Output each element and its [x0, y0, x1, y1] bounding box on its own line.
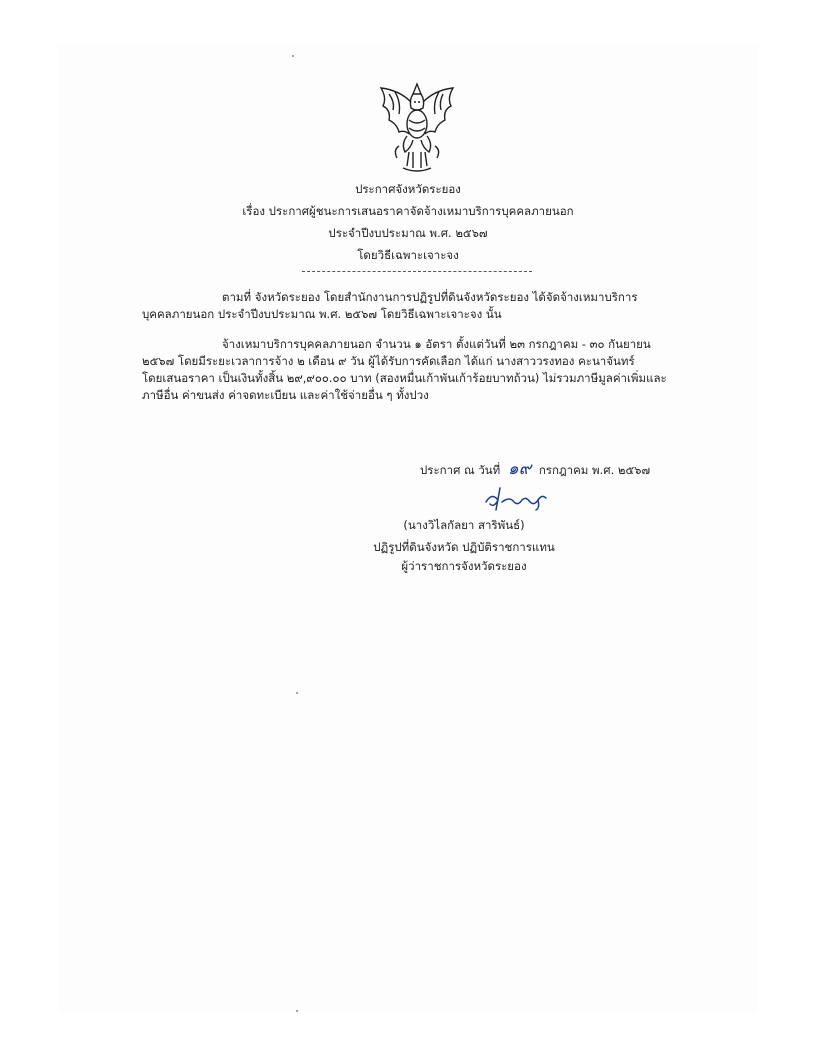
- paragraph-2-line-1: จ้างเหมาบริการบุคคลภายนอก จำนวน ๑ อัตรา ตั้งแต่วันที่ ๒๓ กรกฎาคม - ๓๐ กันยายน: [222, 337, 651, 351]
- announcement-subject: เรื่อง ประกาศผู้ชนะการเสนอราคาจัดจ้างเหมาบริการบุคคลภายนอก: [242, 204, 574, 218]
- scan-speck: [296, 1010, 298, 1012]
- header-divider: [302, 271, 532, 272]
- paragraph-2-line-2: ๒๕๖๗ โดยมีระยะเวลาการจ้าง ๒ เดือน ๙ วัน ผู้ได้รับการคัดเลือก ได้แก่ นางสาววรงทอง คะนาจันทร์: [142, 354, 635, 368]
- announcement-method: โดยวิธีเฉพาะเจาะจง: [357, 248, 459, 262]
- announcement-fiscal-year: ประจำปีงบประมาณ พ.ศ. ๒๕๖๗: [328, 226, 488, 240]
- signature: [482, 484, 552, 514]
- date-month-year: กรกฎาคม พ.ศ. ๒๕๖๗: [538, 463, 651, 477]
- date-prefix: ประกาศ ณ วันที่: [420, 463, 501, 477]
- signatory-position: ปฏิรูปที่ดินจังหวัด ปฏิบัติราชการแทน: [373, 540, 555, 554]
- date-day-handwritten: ๑๙: [507, 459, 532, 479]
- announcement-org: ประกาศจังหวัดระยอง: [355, 182, 461, 196]
- paragraph-1-line-2: บุคคลภายนอก ประจำปีงบประมาณ พ.ศ. ๒๕๖๗ โดยวิธีเฉพาะเจาะจง นั้น: [142, 307, 502, 321]
- paragraph-2-line-4: ภาษีอื่น ค่าขนส่ง ค่าจดทะเบียน และค่าใช้จ่ายอื่น ๆ ทั้งปวง: [142, 388, 429, 402]
- signatory-title: ผู้ว่าราชการจังหวัดระยอง: [401, 559, 527, 573]
- signatory-name: (นางวิไลกัลยา สาริพันธ์): [403, 518, 525, 532]
- paragraph-2-line-3: โดยเสนอราคา เป็นเงินทั้งสิ้น ๒๙,๙๐๐.๐๐ บาท (สองหมื่นเก้าพันเก้าร้อยบาทถ้วน) ไม่รวมภาษีมูลค่าเพิ่มและ: [142, 371, 667, 385]
- garuda-emblem-icon: [369, 80, 465, 176]
- paragraph-1-line-1: ตามที่ จังหวัดระยอง โดยสำนักงานการปฏิรูปที่ดินจังหวัดระยอง ได้จัดจ้างเหมาบริการ: [222, 290, 638, 304]
- announcement-date: [420, 455, 650, 482]
- scan-speck: [296, 692, 298, 694]
- scan-speck: [292, 55, 294, 57]
